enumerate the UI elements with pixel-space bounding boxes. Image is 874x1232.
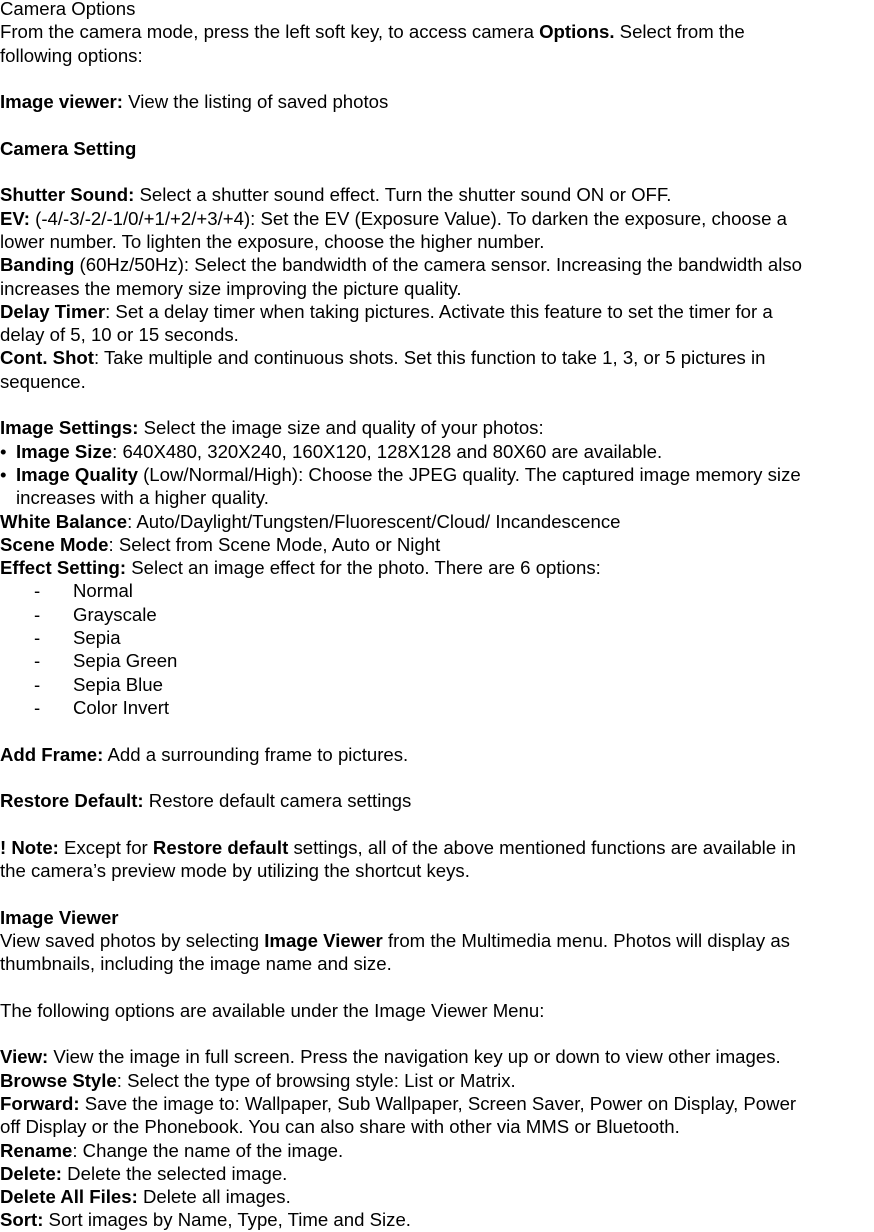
spacer [0, 719, 874, 742]
camera-setting-heading: Camera Setting [0, 137, 137, 159]
spacer [0, 393, 874, 416]
delay-timer-item-cont: delay of 5, 10 or 15 seconds. [0, 324, 239, 346]
banding-item: Banding (60Hz/50Hz): Select the bandwidth of the camera sensor. Increasing the bandwidth also [0, 254, 803, 276]
bullet-glyph: • [0, 463, 7, 485]
add-frame-item: Add Frame: Add a surrounding frame to pictures. [0, 743, 409, 765]
spacer [0, 882, 874, 905]
note-item: ! Note: Except for Restore default settings, all of the above mentioned functions are available in [0, 836, 796, 858]
view-item: View: View the image in full screen. Press the navigation key up or down to view other images. [0, 1046, 781, 1068]
effect-option: - Color Invert [34, 696, 170, 718]
image-viewer-option: Image viewer: View the listing of saved photos [0, 91, 389, 113]
effect-option: - Sepia Green [34, 650, 178, 672]
image-viewer-intro: View saved photos by selecting Image Viewer from the Multimedia menu. Photos will display as [0, 929, 790, 951]
cont-shot-item: Cont. Shot: Take multiple and continuous shots. Set this function to take 1, 3, or 5 pictures in [0, 347, 766, 369]
effect-option: - Normal [34, 580, 133, 602]
delete-item: Delete: Delete the selected image. [0, 1162, 288, 1184]
shutter-sound-item: Shutter Sound: Select a shutter sound effect. Turn the shutter sound ON or OFF. [0, 184, 672, 206]
effect-option: - Grayscale [34, 603, 157, 625]
camera-options-intro: From the camera mode, press the left soft key, to access camera Options. Select from the [0, 21, 745, 43]
cont-shot-item-cont: sequence. [0, 370, 86, 392]
bullet-glyph: • [0, 440, 7, 462]
image-settings-item: Image Settings: Select the image size and quality of your photos: [0, 417, 544, 439]
note-item-cont: the camera’s preview mode by utilizing the shortcut keys. [0, 859, 470, 881]
restore-default-item: Restore Default: Restore default camera settings [0, 790, 412, 812]
image-viewer-heading: Image Viewer [0, 906, 119, 928]
bullet-image-quality: • Image Quality (Low/Normal/High): Choose the JPEG quality. The captured image memory size [0, 463, 801, 485]
ev-item: EV: (-4/-3/-2/-1/0/+1/+2/+3/+4): Set the EV (Exposure Value). To darken the exposure, choose a [0, 207, 787, 229]
delay-timer-item: Delay Timer: Set a delay timer when taking pictures. Activate this feature to set the timer for a [0, 300, 773, 322]
sort-item: Sort: Sort images by Name, Type, Time and Size. [0, 1209, 411, 1231]
image-viewer-options-intro: The following options are available under the Image Viewer Menu: [0, 999, 545, 1021]
rename-item: Rename: Change the name of the image. [0, 1139, 344, 1161]
bullet-image-quality-cont: increases with a higher quality. [16, 487, 269, 509]
image-viewer-intro-cont: thumbnails, including the image name and size. [0, 953, 392, 975]
spacer [0, 67, 874, 90]
forward-item-cont: off Display or the Phonebook. You can also share with other via MMS or Bluetooth. [0, 1116, 680, 1138]
delete-all-item: Delete All Files: Delete all images. [0, 1186, 291, 1208]
effect-option: - Sepia Blue [34, 673, 163, 695]
camera-options-intro-cont: following options: [0, 44, 143, 66]
spacer [0, 113, 874, 136]
spacer [0, 766, 874, 789]
banding-item-cont: increases the memory size improving the picture quality. [0, 277, 462, 299]
browse-style-item: Browse Style: Select the type of browsing style: List or Matrix. [0, 1069, 516, 1091]
spacer [0, 812, 874, 835]
white-balance-item: White Balance: Auto/Daylight/Tungsten/Fluorescent/Cloud/ Incandescence [0, 510, 621, 532]
effect-option: - Sepia [34, 627, 121, 649]
ev-item-cont: lower number. To lighten the exposure, choose the higher number. [0, 230, 545, 252]
forward-item: Forward: Save the image to: Wallpaper, Sub Wallpaper, Screen Saver, Power on Display, Power [0, 1092, 797, 1114]
spacer [0, 975, 874, 998]
scene-mode-item: Scene Mode: Select from Scene Mode, Auto or Night [0, 533, 441, 555]
effect-setting-item: Effect Setting: Select an image effect for the photo. There are 6 options: [0, 557, 601, 579]
bullet-image-size: • Image Size: 640X480, 320X240, 160X120, 128X128 and 80X60 are available. [0, 440, 663, 462]
section-title-camera-options: Camera Options [0, 0, 136, 19]
spacer [0, 160, 874, 183]
spacer [0, 1022, 874, 1045]
